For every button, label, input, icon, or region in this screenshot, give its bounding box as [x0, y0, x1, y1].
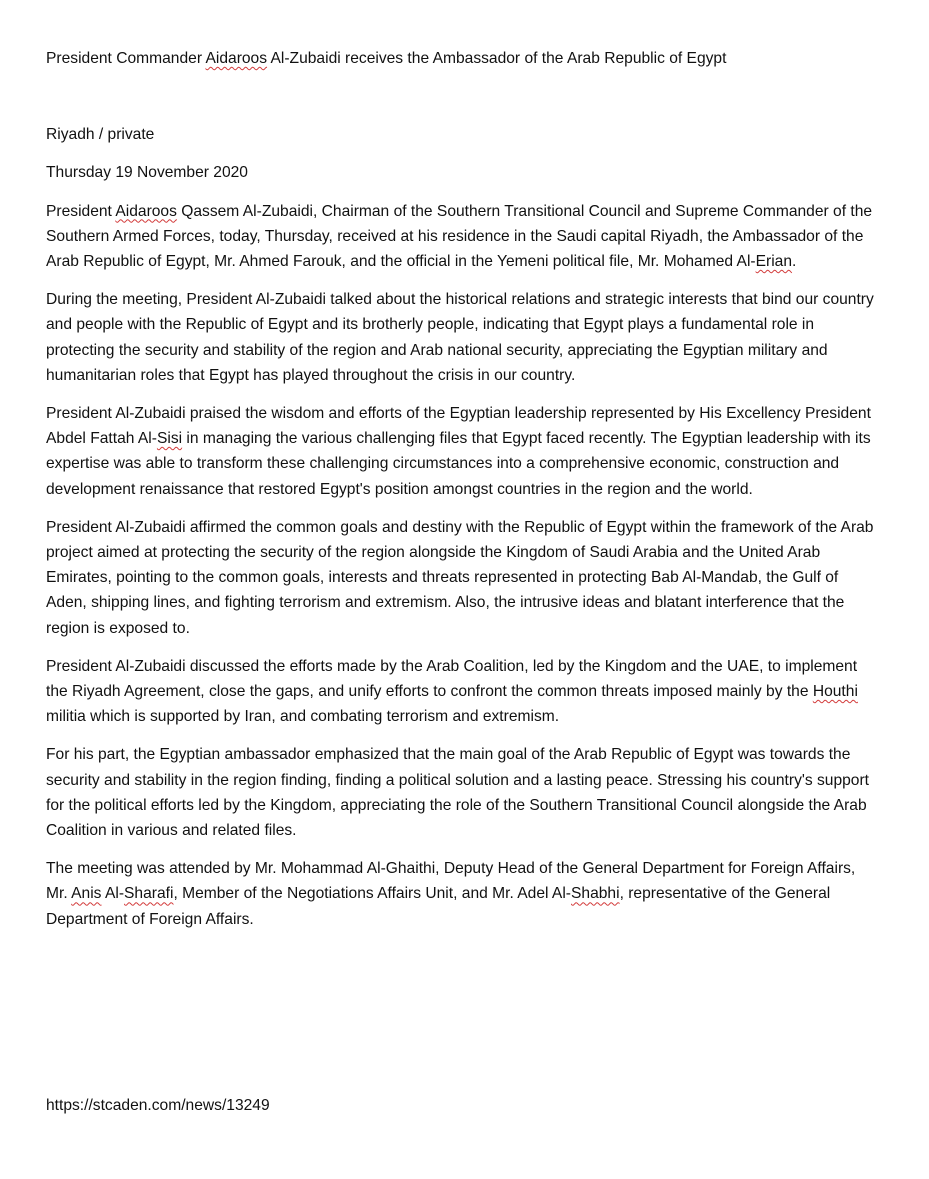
- spellcheck-flagged-word: Erian: [755, 253, 793, 271]
- paragraph-6: For his part, the Egyptian ambassador emphasized that the main goal of the Arab Republic of Egypt was towards the security and stability in the region finding, finding a political solution and a lasting peace. Stressing his country's support for the political efforts led by the Kingdom, appreciating the role of the Southern Transitional Council alongside the Arab Coalition in various and related files.: [46, 746, 869, 840]
- spellcheck-flagged-word: Aidaroos: [205, 50, 268, 67]
- paragraph-4: President Al-Zubaidi affirmed the common goals and destiny with the Republic of Egypt within the framework of the Arab project aimed at protecting the security of the region alongside the Kingdom of Saudi Arabia and the United Arab Emirates, pointing to the common goals, interests and threats represented in protecting Bab Al-Mandab, the Gulf of Aden, shipping lines, and fighting terrorism and extremism. Also, the intrusive ideas and blatant interference that the region is exposed to.: [46, 518, 874, 637]
- source-url: https://stcaden.com/news/13249: [46, 1097, 270, 1114]
- paragraph-7: The meeting was attended by Mr. Mohammad Al-Ghaithi, Deputy Head of the General Department for Foreign Affairs, Mr. Anis Al-Sharafi, Member of the Negotiations Affairs Unit, and Mr. Adel Al-Shabhi, representative of the General Department of Foreign Affairs.: [46, 860, 856, 928]
- spellcheck-flagged-word: Anis: [71, 885, 102, 903]
- spellcheck-flagged-word: Sisi: [156, 430, 183, 448]
- spellcheck-flagged-word: Shabhi: [571, 885, 620, 903]
- paragraph-2: During the meeting, President Al-Zubaidi talked about the historical relations and strategic interests that bind our country and people with the Republic of Egypt and its brotherly people, indicating that Egypt plays a fundamental role in protecting the security and stability of the region and Arab national security, appreciating the Egyptian military and humanitarian roles that Egypt has played throughout the crisis in our country.: [46, 291, 874, 384]
- spellcheck-flagged-word: Houthi: [812, 683, 858, 701]
- document-title: President Commander Aidaroos Al-Zubaidi receives the Ambassador of the Arab Republic of Egypt: [46, 50, 727, 67]
- paragraph-3: President Al-Zubaidi praised the wisdom and efforts of the Egyptian leadership represented by His Excellency President Abdel Fattah Al-Sisi in managing the various challenging files that Egypt faced recently. The Egyptian leadership with its expertise was able to transform these challenging circumstances into a comprehensive economic, construction and development renaissance that restored Egypt's position amongst countries in the region and the world.: [46, 405, 871, 498]
- spellcheck-flagged-word: Aidaroos: [115, 202, 177, 220]
- spellcheck-flagged-word: Sharafi: [124, 885, 174, 903]
- dateline-date: Thursday 19 November 2020: [46, 164, 248, 182]
- paragraph-1: President Aidaroos Qassem Al-Zubaidi, Chairman of the Southern Transitional Council and Supreme Commander of the Southern Armed Forces, today, Thursday, received at his residence in the Saudi capital Riyadh, the Ambassador of the Arab Republic of Egypt, Mr. Ahmed Farouk, and the official in the Yemeni political file, Mr. Mohamed Al-Erian.: [46, 202, 873, 271]
- paragraph-5: President Al-Zubaidi discussed the efforts made by the Arab Coalition, led by the Kingdom and the UAE, to implement the Riyadh Agreement, close the gaps, and unify efforts to confront the common threats imposed mainly by the Houthi militia which is supported by Iran, and combating terrorism and extremism.: [46, 657, 858, 726]
- dateline-location: Riyadh / private: [46, 126, 155, 144]
- document-page: [46, 46, 876, 945]
